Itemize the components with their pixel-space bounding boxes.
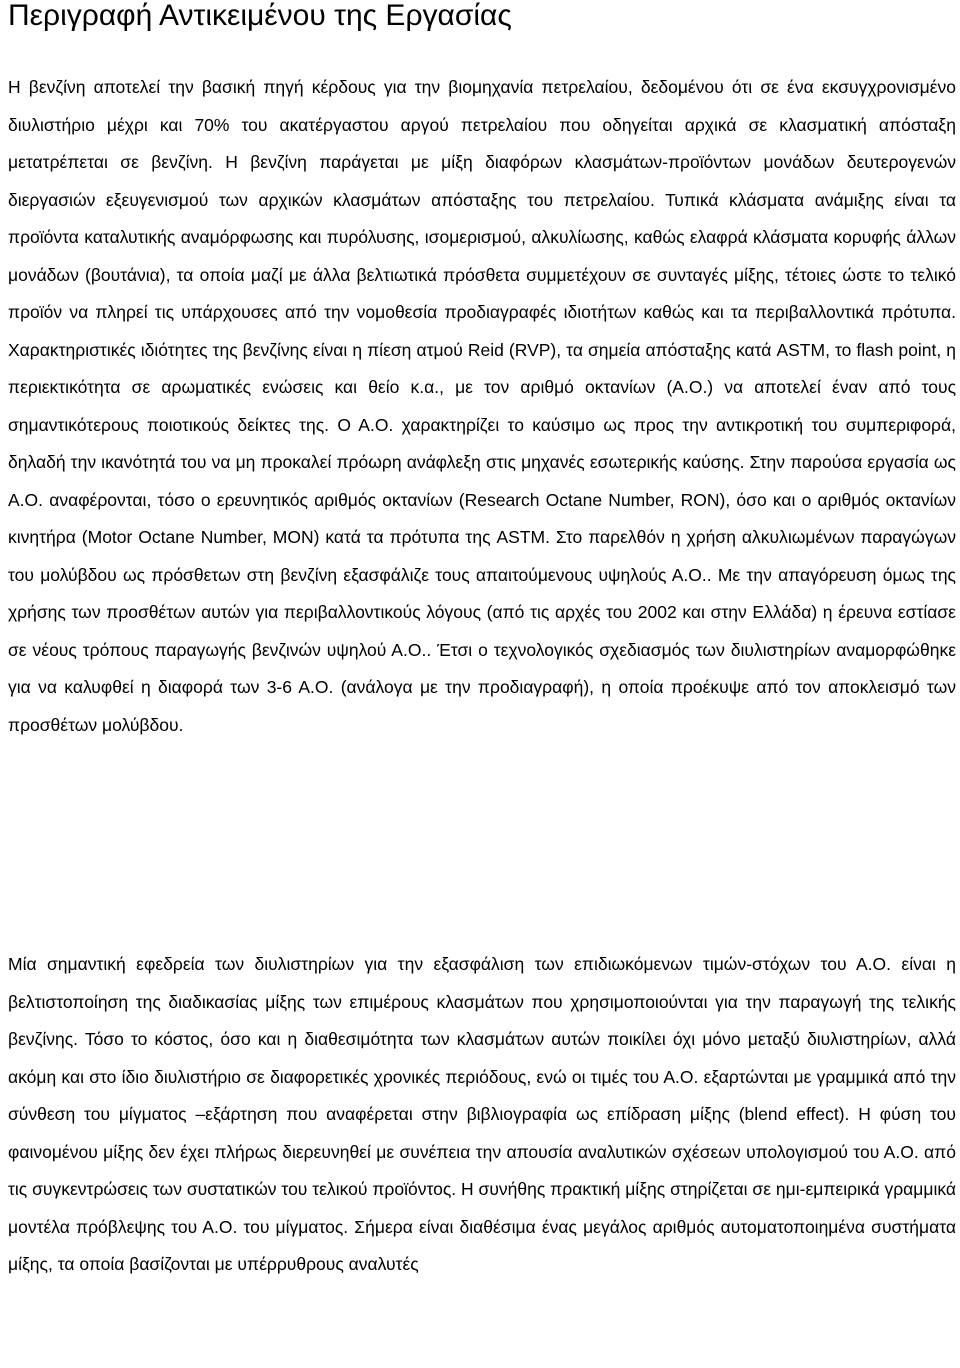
page-title: Περιγραφή Αντικειμένου της Εργασίας bbox=[8, 0, 512, 32]
paragraph-blending: Μία σημαντική εφεδρεία των διυλιστηρίων για την εξασφάλιση των επιδιωκόμενων τιμών-στόχων του Α.Ο. είναι η βελτιστοποίηση της διαδικασίας μίξης των επιμέρους κλασμάτων που χρησιμοποιούνται για την παραγωγή της τελικής βενζίνης. Τόσο το κόστος, όσο και η διαθεσιμότητα των κλασμάτων αυτών ποικίλει όχι μόνο μεταξύ διυλιστηρίων, αλλά ακόμη και στο ίδιο διυλιστήριο σε διαφορετικές χρονικές περιόδους, ενώ οι τιμές του Α.Ο. εξαρτώνται με γραμμικά από την σύνθεση του μίγματος –εξάρτηση που αναφέρεται στην βιβλιογραφία ως επίδραση μίξης (blend effect). Η φύση του φαινομένου μίξης δεν έχει πλήρως διερευνηθεί με συνέπεια την απουσία αναλυτικών σχέσεων υπολογισμού του Α.Ο. από τις συγκεντρώσεις των συστατικών του τελικού προϊόντος. Η συνήθης πρακτική μίξης στηρίζεται σε ημι-εμπειρικά γραμμικά μοντέλα πρόβλεψης του Α.Ο. του μίγματος. Σήμερα είναι διαθέσιμα ένας μεγάλος αριθμός αυτοματοποιημένα συστήματα μίξης, τα οποία βασίζονται με υπέρρυθρους αναλυτές bbox=[8, 954, 956, 1274]
paragraph-intro: Η βενζίνη αποτελεί την βασική πηγή κέρδους για την βιομηχανία πετρελαίου, δεδομένου ότι σε ένα εκσυγχρονισμένο διυλιστήριο μέχρι και 70% του ακατέργαστου αργού πετρελαίου που οδηγείται αρχικά σε κλασματική απόσταξη μετατρέπεται σε βενζίνη. Η βενζίνη παράγεται με μίξη διαφόρων κλασμάτων-προϊόντων μονάδων δευτερογενών διεργασιών εξευγενισμού των αρχικών κλασμάτων απόσταξης του πετρελαίου. Τυπικά κλάσματα ανάμιξης είναι τα προϊόντα καταλυτικής αναμόρφωσης και πυρόλυσης, ισομερισμού, αλκυλίωσης, καθώς ελαφρά κλάσματα κορυφής άλλων μονάδων (βουτάνια), τα οποία μαζί με άλλα βελτιωτικά πρόσθετα συμμετέχουν σε συνταγές μίξης, τέτοιες ώστε το τελικό προϊόν να πληρεί τις υπάρχουσες από την νομοθεσία προδιαγραφές ιδιοτήτων καθώς και τα περιβαλλοντικά πρότυπα. Χαρακτηριστικές ιδιότητες της βενζίνης είναι η πίεση ατμού Reid (RVP), τα σημεία απόσταξης κατά ASTM, το flash point, η περιεκτικότητα σε αρωματικές ενώσεις και θείο κ.α., με τον αριθμό οκτανίων (Α.Ο.) να αποτελεί έναν από τους σημαντικότερους ποιοτικούς δείκτες της. Ο Α.Ο. χαρακτηρίζει το καύσιμο ως προς την αντικροτική του συμπεριφορά, δηλαδή την ικανότητά του να μη προκαλεί πρόωρη ανάφλεξη στις μηχανές εσωτερικής καύσης. Στην παρούσα εργασία ως Α.Ο. αναφέρονται, τόσο ο ερευνητικός αριθμός οκτανίων (Research Octane Number, RON), όσο και ο αριθμός οκτανίων κινητήρα (Motor Octane Number, MON) κατά τα πρότυπα της ASTM. Στο παρελθόν η χρήση αλκυλιωμένων παραγώγων του μολύβδου ως πρόσθετων στη βενζίνη εξασφάλιζε τους απαιτούμενους υψηλούς Α.Ο.. Με την απαγόρευση όμως της χρήσης των προσθέτων αυτών για περιβαλλοντικούς λόγους (από τις αρχές του 2002 και στην Ελλάδα) η έρευνα εστίασε σε νέους τρόπους παραγωγής βενζινών υψηλού Α.Ο.. Έτσι ο τεχνολογικός σχεδιασμός των διυλιστηρίων αναμορφώθηκε για να καλυφθεί η διαφορά των 3-6 Α.Ο. (ανάλογα με την προδιαγραφή), η οποία προέκυψε από τον αποκλεισμό των προσθέτων μολύβδου. bbox=[8, 77, 956, 735]
